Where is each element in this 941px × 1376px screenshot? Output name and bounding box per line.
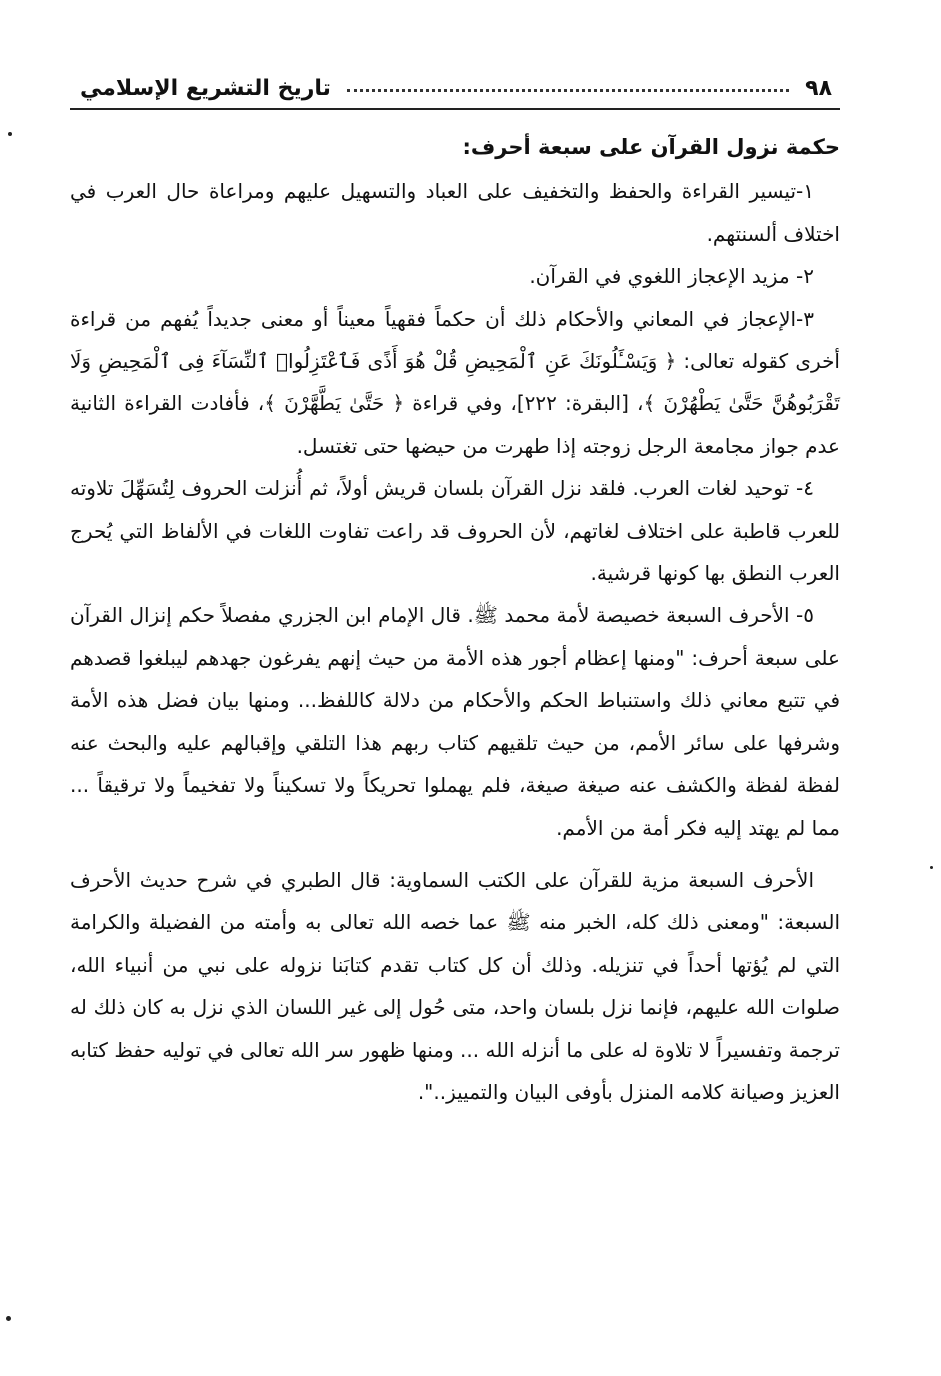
- book-page: [70, 60, 840, 1350]
- running-header: [70, 68, 840, 110]
- book-title: تاريخ التشريع الإسلامي: [80, 75, 331, 101]
- page-number: ٩٨: [805, 75, 832, 101]
- paragraph-3: ٣-الإعجاز في المعاني والأحكام ذلك أن حكماً فقهياً معيناً أو معنى جديداً يُفهم من قراءة أخرى كقوله تعالى: ﴿ وَيَسْـَٔلُونَكَ عَنِ ٱلْمَحِيضِ قُلْ هُوَ أَذًى فَٱعْتَزِلُوا۟ ٱلنِّسَآءَ فِى ٱلْمَحِيضِ وَلَا تَقْرَبُوهُنَّ حَتَّىٰ يَطْهُرْنَ ﴾، [البقرة: ٢٢٢]، وفي قراءة ﴿ حَتَّىٰ يَطَّهَّرْنَ ﴾، فأفادت القراءة الثانية عدم جواز مجامعة الرجل زوجته إذا طهرت من حيضها حتى تغتسل.: [70, 306, 840, 458]
- paragraph-1: ١-تيسير القراءة والحفظ والتخفيف على العباد والتسهيل عليهم ومراعاة حال العرب في اختلاف ألسنتهم.: [70, 179, 840, 246]
- scan-speck: [6, 1316, 11, 1321]
- page-body: [70, 126, 840, 1113]
- header-dot-leader: [347, 89, 789, 92]
- section-title: حكمة نزول القرآن على سبعة أحرف:: [462, 135, 840, 159]
- paragraph-2: ٢- مزيد الإعجاز اللغوي في القرآن.: [529, 264, 814, 289]
- paragraph-5: ٥- الأحرف السبعة خصيصة لأمة محمد ﷺ. قال الإمام ابن الجزري مفصلاً حكم إنزال القرآن على سبعة أحرف: "ومنها إعظام أجور هذه الأمة من حيث إنهم يفرغون جهدهم ليبلغوا قصدهم في تتبع معاني ذلك واستنباط الحكم والأحكام من دلالة كاللفظ... ومنها بيان فضل هذه الأمة وشرفها على سائر الأمم، من حيث تلقيهم كتاب ربهم هذا التلقي وإقبالهم عليه والبحث عنه لفظة لفظة والكشف عنه صيغة صيغة، فلم يهملوا تحريكاً ولا تسكيناً ولا تفخيماً ولا ترقيقاً ... مما لم يهتد إليه فكر أمة من الأمم.: [70, 603, 840, 840]
- scan-speck: [8, 132, 12, 136]
- paragraph-6: الأحرف السبعة مزية للقرآن على الكتب السماوية: قال الطبري في شرح حديث الأحرف السبعة: "ومعنى ذلك كله، الخبر منه ﷺ عما خصه الله تعالى به وأمته من الفضيلة والكرامة التي لم يُؤتها أحداً في تنزيله. وذلك أن كل كتاب تقدم كتابَنا نزوله على نبي من أنبياء الله، صلوات الله عليهم، فإنما نزل بلسان واحد، متى حُول إلى غير اللسان الذي نزل به كان ذلك له ترجمة وتفسيراً لا تلاوة له على ما أنزله الله ... ومنها ظهور سر الله تعالى في توليه حفظ كتابه العزيز وصيانة كلامه المنزل بأوفى البيان والتمييز..".: [70, 867, 840, 1104]
- scan-speck: [930, 866, 933, 869]
- paragraph-4: ٤- توحيد لغات العرب. فلقد نزل القرآن بلسان قريش أولاً، ثم أُنزلت الحروف لِتُسَهِّلَ تلاوته للعرب قاطبة على اختلاف لغاتهم، لأن الحروف قد راعت تفاوت اللغات في الألفاظ التي يُحرج العرب النطق بها كونها قرشية.: [70, 476, 840, 586]
